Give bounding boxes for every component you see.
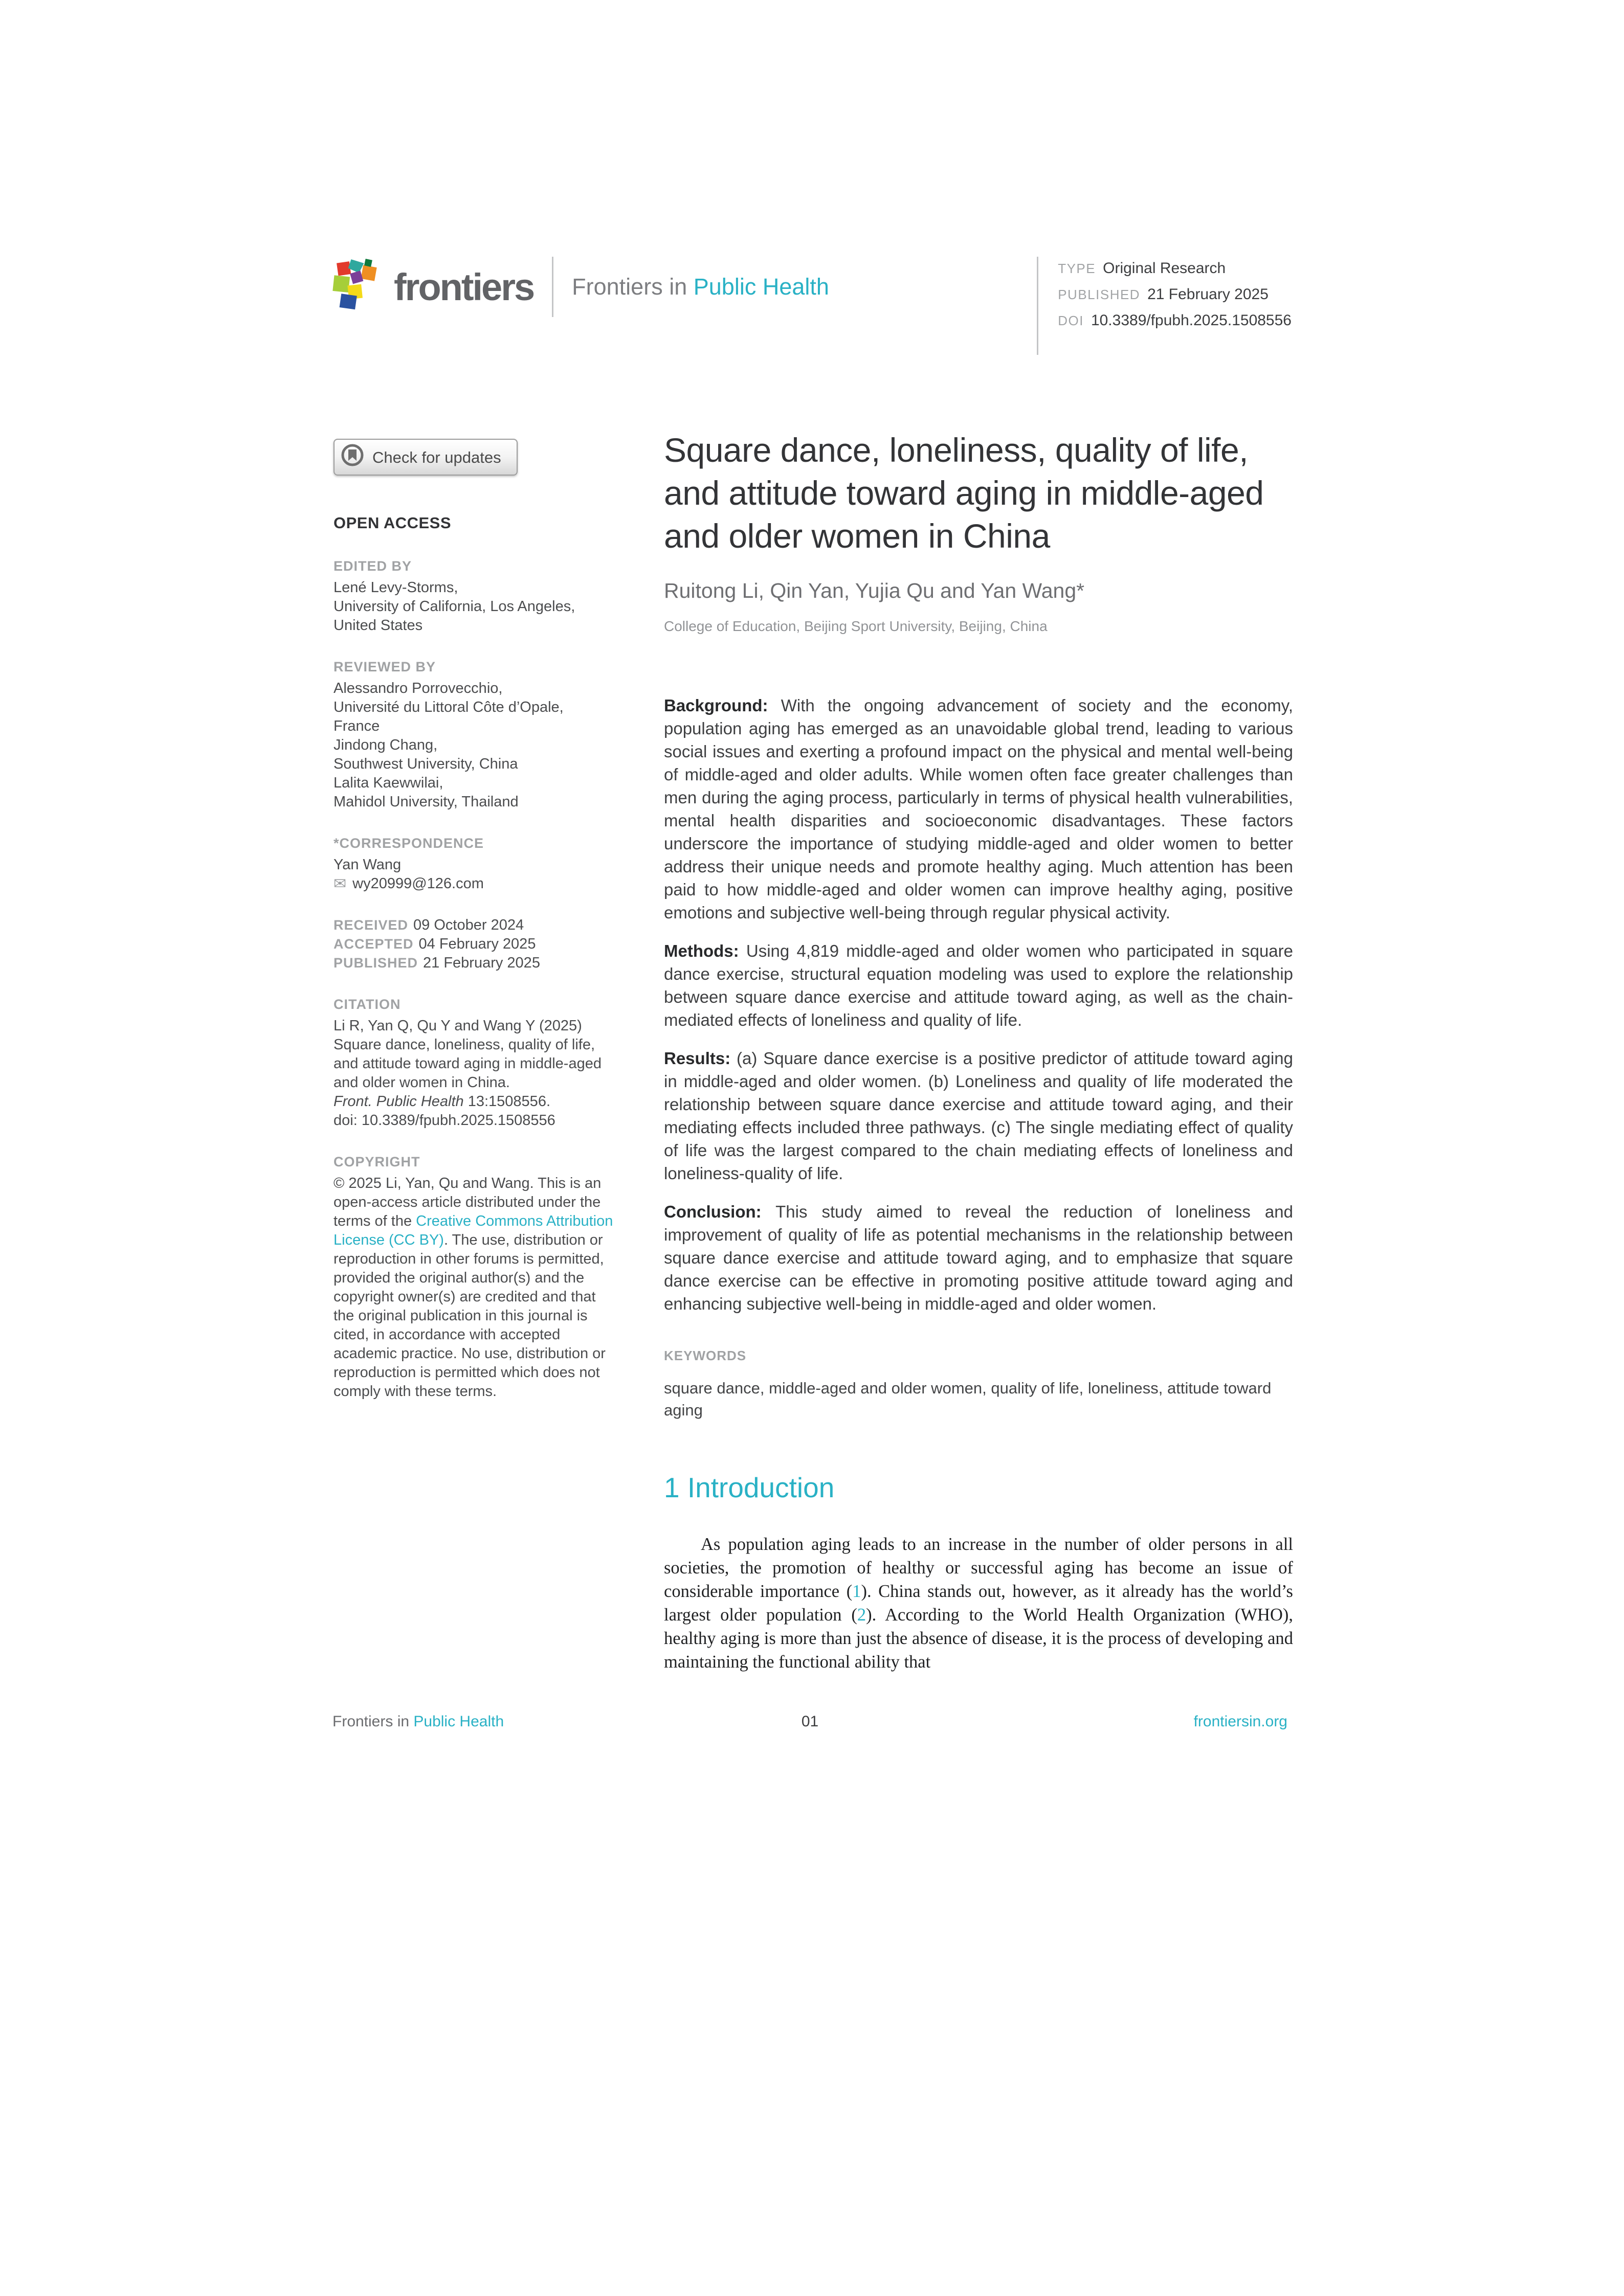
edited-by-label: EDITED BY xyxy=(333,558,412,574)
meta-type-value: Original Research xyxy=(1103,260,1226,277)
check-updates-label: Check for updates xyxy=(372,448,501,466)
meta-type-row xyxy=(1058,259,1292,280)
correspondence-block xyxy=(333,834,614,893)
citation-text: Li R, Yan Q, Qu Y and Wang Y (2025) Square dance, loneliness, quality of life, and attitude toward aging in middle-aged and older women in China. xyxy=(333,1018,602,1091)
article-body xyxy=(664,429,1293,1674)
conclusion-text: This study aimed to reveal the reduction of loneliness and improvement of quality of life as potential mechanisms in the relationship between square dance exercise and attitude toward aging, and to emphasize that square dance exercise can be effective in promoting positive attitude toward aging and enhancing subjective well-being in middle-aged and older women. xyxy=(664,1202,1293,1313)
dates-block xyxy=(333,916,614,973)
received-row xyxy=(333,916,614,935)
published-value: 21 February 2025 xyxy=(423,955,540,971)
article-title: Square dance, loneliness, quality of life, and attitude toward aging in middle-aged and older women in China xyxy=(664,431,1264,555)
copyright-text-after: . The use, distribution or reproduction in other forums is permitted, provided the original author(s) and the copyright owner(s) are credited and that the original publication in this journal is cited, in accordance with accepted academic practice. No use, distribution or reproduction is permitted which does not comply with these terms. xyxy=(333,1232,606,1400)
received-value: 09 October 2024 xyxy=(413,917,524,933)
meta-doi-label: DOI xyxy=(1058,313,1084,328)
journal-prefix: Frontiers in xyxy=(572,274,687,300)
accepted-value: 04 February 2025 xyxy=(418,936,536,952)
citation-volume: 13:1508556. xyxy=(463,1093,550,1110)
edited-by-block xyxy=(333,557,614,635)
results-label: Results: xyxy=(664,1049,731,1068)
background-label: Background: xyxy=(664,696,768,715)
keywords-text: square dance, middle-aged and older women, quality of life, loneliness, attitude toward aging xyxy=(664,1379,1272,1419)
journal-name: Public Health xyxy=(693,274,829,300)
citation-doi: doi: 10.3389/fpubh.2025.1508556 xyxy=(333,1112,555,1129)
methods-text: Using 4,819 middle-aged and older women who participated in square dance exercise, structural equation modeling was used to explore the relationship between square dance exercise and attitude toward aging, as well as the chain-mediated effects of loneliness and quality of life. xyxy=(664,941,1293,1029)
citation-block xyxy=(333,995,614,1130)
edited-by-line: United States xyxy=(333,617,423,634)
abstract-results xyxy=(664,1047,1293,1185)
check-updates-icon xyxy=(341,443,364,471)
citation-ref-1[interactable]: 1 xyxy=(852,1582,861,1601)
intro-text-1: As population aging leads to an increase in the number of older persons in all societies, the promotion of healthy or successful aging has become an issue of considerable importance ( xyxy=(664,1535,1293,1601)
meta-type-label: TYPE xyxy=(1058,261,1096,276)
correspondence-label: *CORRESPONDENCE xyxy=(333,836,484,851)
affiliation: College of Education, Beijing Sport University, Beijing, China xyxy=(664,618,1048,634)
cc-by-license-link[interactable]: Creative Commons Attribution License (CC BY) xyxy=(333,1213,613,1248)
check-for-updates-button[interactable] xyxy=(333,439,518,476)
meta-published-row xyxy=(1058,285,1292,306)
footer-journal xyxy=(332,1713,504,1730)
correspondence-name: Yan Wang xyxy=(333,857,402,873)
accepted-label: ACCEPTED xyxy=(333,936,414,952)
introduction-paragraph xyxy=(664,1533,1293,1674)
page-number: 01 xyxy=(801,1713,819,1730)
footer-journal-prefix: Frontiers in xyxy=(332,1713,414,1730)
correspondence-email-link[interactable]: wy20999@126.com xyxy=(352,875,484,892)
journal-banner xyxy=(331,257,829,317)
reviewed-by-block xyxy=(333,658,614,812)
frontiersin-org-link[interactable]: frontiersin.org xyxy=(1193,1713,1287,1730)
page-header xyxy=(331,257,1292,355)
intro-text-3: ). According to the World Health Organization (WHO), healthy aging is more than just the absence of disease, it is the process of developing and maintaining the functional ability that xyxy=(664,1605,1293,1672)
introduction-heading: 1 Introduction xyxy=(664,1472,835,1503)
copyright-label: COPYRIGHT xyxy=(333,1154,420,1169)
methods-label: Methods: xyxy=(664,941,739,960)
citation-source xyxy=(333,1092,614,1111)
accepted-row xyxy=(333,935,614,954)
abstract-background xyxy=(664,694,1293,924)
reviewed-by-label: REVIEWED BY xyxy=(333,659,436,674)
citation-label: CITATION xyxy=(333,997,401,1012)
footer-journal-name: Public Health xyxy=(413,1713,504,1730)
citation-journal: Front. Public Health xyxy=(333,1093,464,1110)
published-label: PUBLISHED xyxy=(333,955,418,971)
background-text: With the ongoing advancement of society and the economy, population aging has emerged as an unavoidable global trend, leading to various social issues and exerting a profound impact on the physical and mental well-being of middle-aged and older adults. While women often face greater challenges than men during the aging process, particularly in terms of physical health vulnerabilities, mental health disparities and socioeconomic disadvantages. These factors underscore the importance of studying middle-aged and older women to better address their unique needs and promote healthy aging. Much attention has been paid to how middle-aged and older women can improve healthy aging, positive emotions and subjective well-being through regular physical activity. xyxy=(664,696,1293,922)
copyright-text xyxy=(333,1174,614,1401)
correspondence-email-row xyxy=(333,874,614,893)
abstract-conclusion xyxy=(664,1200,1293,1315)
frontiers-logo-icon xyxy=(331,258,383,316)
edited-by-line: University of California, Los Angeles, xyxy=(333,598,575,615)
meta-doi-row xyxy=(1058,311,1292,332)
reviewed-by-line: Jindong Chang, xyxy=(333,737,438,753)
keywords-block xyxy=(664,1348,1293,1421)
keywords-label: KEYWORDS xyxy=(664,1348,747,1363)
brand-wordmark: frontiers xyxy=(394,265,534,308)
meta-published-value: 21 February 2025 xyxy=(1147,286,1269,303)
header-divider xyxy=(552,257,553,317)
citation-ref-2[interactable]: 2 xyxy=(857,1605,866,1625)
reviewed-by-line: Southwest University, China xyxy=(333,756,518,772)
abstract-section xyxy=(664,694,1293,1315)
reviewed-by-line: Lalita Kaewwilai, xyxy=(333,775,443,791)
conclusion-label: Conclusion: xyxy=(664,1202,762,1221)
reviewed-by-line: Mahidol University, Thailand xyxy=(333,794,519,810)
copyright-text-before: © 2025 Li, Yan, Qu and Wang. This is an open-access article distributed under the terms of the xyxy=(333,1175,602,1229)
left-sidebar xyxy=(333,439,614,1424)
copyright-block xyxy=(333,1153,614,1401)
journal-title xyxy=(572,274,829,300)
page-footer xyxy=(332,1713,1287,1730)
abstract-methods xyxy=(664,939,1293,1031)
reviewed-by-line: Université du Littoral Côte d’Opale, France xyxy=(333,699,564,734)
published-row xyxy=(333,954,614,973)
received-label: RECEIVED xyxy=(333,917,409,933)
author-list: Ruitong Li, Qin Yan, Yujia Qu and Yan Wang* xyxy=(664,579,1085,602)
open-access-badge: OPEN ACCESS xyxy=(333,514,452,532)
reviewed-by-line: Alessandro Porrovecchio, xyxy=(333,680,503,696)
envelope-icon: ✉ xyxy=(333,875,347,892)
intro-text-2: ). China stands out, however, as it already has the world’s largest older population ( xyxy=(664,1582,1293,1625)
meta-doi-value: 10.3389/fpubh.2025.1508556 xyxy=(1091,312,1292,329)
article-meta xyxy=(1037,257,1292,355)
meta-published-label: PUBLISHED xyxy=(1058,287,1141,302)
edited-by-line: Lené Levy-Storms, xyxy=(333,579,458,596)
results-text: (a) Square dance exercise is a positive predictor of attitude toward aging in middle-aged and older women. (b) Loneliness and quality of life moderated the relationship between square dance exercise and attitude toward aging, and their mediating effects included three pathways. (c) The single mediating effect of quality of life was the largest compared to the chain mediating effects of loneliness and loneliness-quality of life. xyxy=(664,1049,1293,1183)
